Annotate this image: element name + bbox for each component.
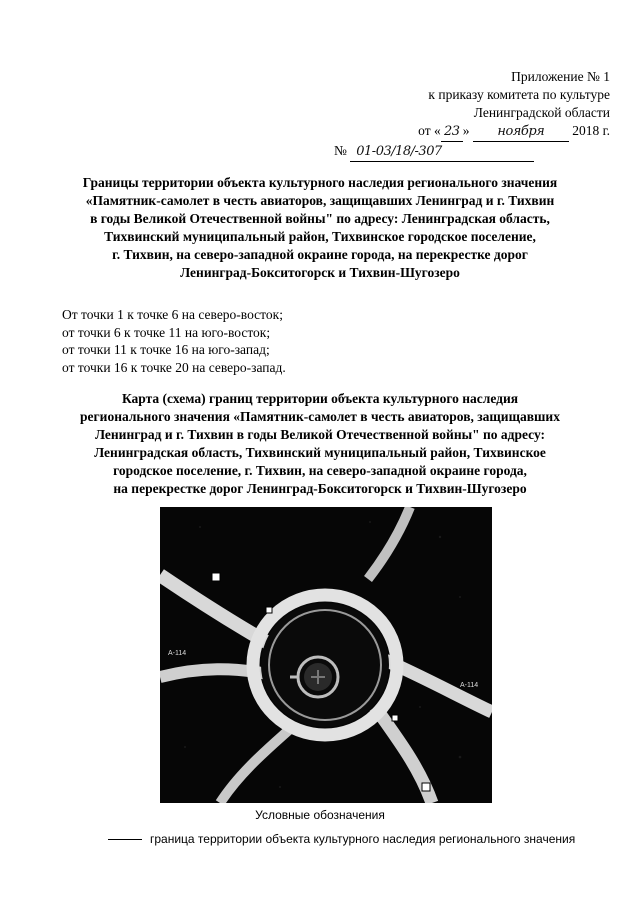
- appendix-region: Ленинградской области: [473, 105, 610, 120]
- title-line: Тихвинский муниципальный район, Тихвинское городское поселение,: [104, 229, 536, 244]
- appendix-order: к приказу комитета по культуре: [428, 87, 610, 102]
- date-year: 2018 г.: [572, 123, 610, 138]
- map-image: [160, 507, 492, 803]
- date-prefix: от «: [418, 123, 441, 138]
- title-line: городское поселение, г. Тихвин, на северо-западной окраине города,: [113, 463, 527, 478]
- title-line: Границы территории объекта культурного наследия регионального значения: [82, 175, 558, 190]
- road-label-left: А-114: [168, 650, 187, 657]
- appendix-title: Приложение № 1: [511, 69, 610, 84]
- appendix-block: [290, 68, 610, 162]
- legend-item: [108, 832, 575, 846]
- title-line: в годы Великой Отечественной войны" по адресу: Ленинградская область,: [90, 211, 550, 226]
- number-prefix: №: [334, 143, 347, 158]
- boundary-directions: [62, 306, 382, 376]
- title-line: Ленинградская область, Тихвинский муниципальный район, Тихвинское: [94, 445, 546, 460]
- boundaries-title: [40, 174, 600, 282]
- boundary-line-symbol: [108, 839, 142, 840]
- number-value: 01-03/18/-307: [350, 143, 534, 162]
- direction-line: от точки 6 к точке 11 на юго-восток;: [62, 324, 271, 340]
- appendix-date: [290, 122, 610, 142]
- date-day: 23: [441, 123, 463, 142]
- date-mid: »: [462, 123, 470, 138]
- road-label-right: А-114: [460, 682, 479, 689]
- title-line: г. Тихвин, на северо-западной окраине города, на перекрестке дорог: [112, 247, 528, 262]
- map-title: [40, 390, 600, 498]
- direction-line: От точки 1 к точке 6 на северо-восток;: [62, 307, 283, 322]
- title-line: «Памятник-самолет в честь авиаторов, защищавших Ленинград и г. Тихвин: [85, 193, 555, 208]
- direction-line: от точки 11 к точке 16 на юго-запад;: [62, 342, 270, 357]
- title-line: Ленинград-Бокситогорск и Тихвин-Шугозеро: [180, 265, 460, 280]
- title-line: Ленинград и г. Тихвин в годы Великой Отечественной войны" по адресу:: [94, 427, 546, 442]
- legend-title: Условные обозначения: [255, 808, 385, 822]
- legend-item-label: граница территории объекта культурного наследия регионального значения: [150, 832, 576, 846]
- date-month: ноября: [473, 123, 569, 142]
- title-line: на перекрестке дорог Ленинград-Бокситогорск и Тихвин-Шугозеро: [113, 481, 527, 496]
- appendix-number: [290, 142, 610, 162]
- title-line: Карта (схема) границ территории объекта культурного наследия: [121, 391, 519, 406]
- roundabout-map: [160, 507, 492, 803]
- direction-line: от точки 16 к точке 20 на северо-запад.: [62, 359, 286, 375]
- title-line: регионального значения «Памятник-самолет в честь авиаторов, защищавших: [80, 409, 560, 424]
